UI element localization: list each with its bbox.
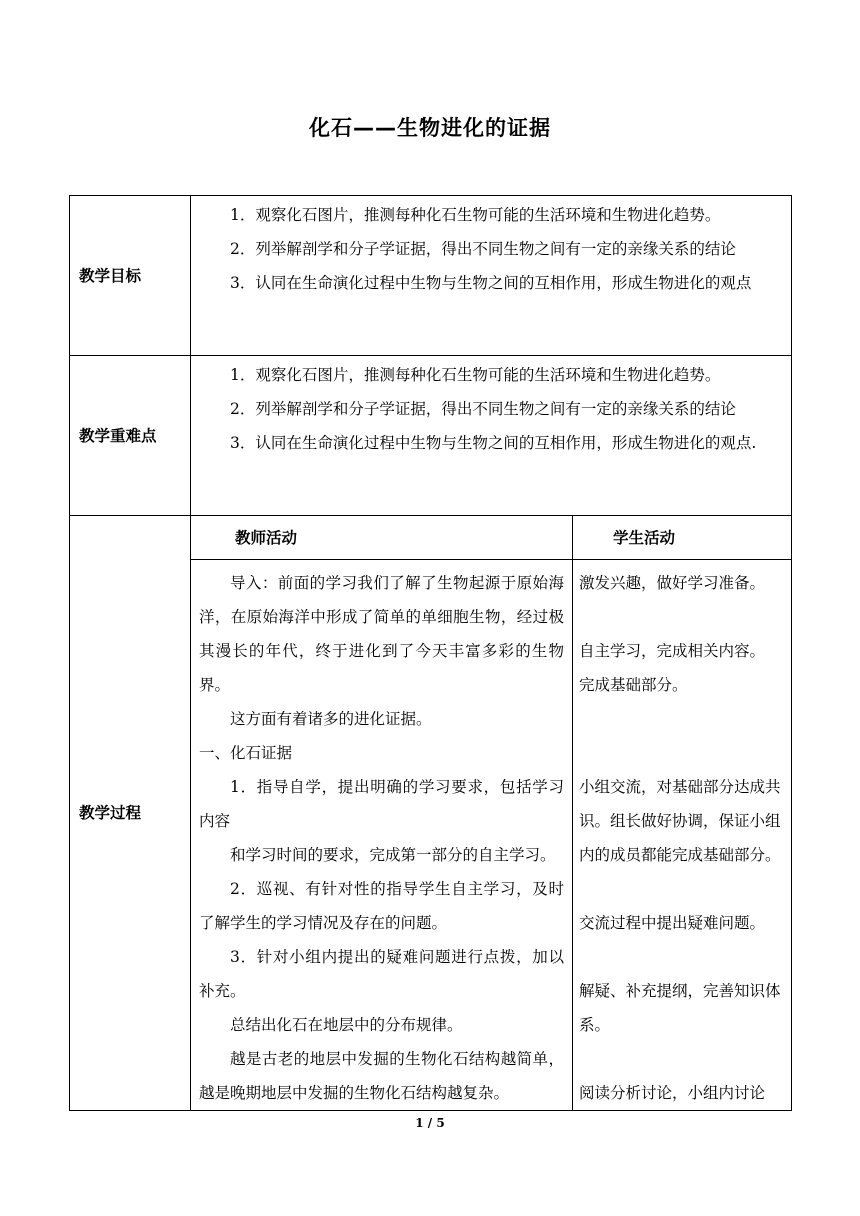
teacher-paragraph: 和学习时间的要求，完成第一部分的自主学习。 bbox=[230, 846, 556, 864]
objective-item: 3．认同在生命演化过程中生物与生物之间的互相作用，形成生物进化的观点 bbox=[230, 274, 752, 292]
key-point-item: 3．认同在生命演化过程中生物与生物之间的互相作用，形成生物进化的观点. bbox=[230, 434, 757, 452]
teacher-paragraph: 2．巡视、有针对性的指导学生自主学习，及时了解学生的学习情况及存在的问题。 bbox=[199, 880, 564, 932]
teacher-paragraph: 这方面有着诸多的进化证据。 bbox=[230, 710, 432, 728]
teacher-paragraph: 1．指导自学，提出明确的学习要求，包括学习内容 bbox=[199, 778, 564, 830]
key-points-label: 教学重难点 bbox=[70, 356, 191, 516]
spacer bbox=[579, 736, 785, 770]
spacer bbox=[579, 872, 785, 906]
teacher-paragraph: 总结出化石在地层中的分布规律。 bbox=[230, 1016, 463, 1034]
teacher-activity-cell bbox=[191, 560, 573, 1111]
process-header-row bbox=[70, 516, 792, 560]
key-points-content bbox=[191, 356, 792, 516]
student-paragraph: 激发兴趣，做好学习准备。 bbox=[579, 574, 766, 592]
process-label: 教学过程 bbox=[70, 516, 191, 1111]
spacer bbox=[579, 600, 785, 634]
key-points-row bbox=[70, 356, 792, 516]
objective-item: 2．列举解剖学和分子学证据，得出不同生物之间有一定的亲缘关系的结论 bbox=[230, 240, 736, 258]
lesson-plan-table bbox=[69, 195, 792, 1111]
objectives-content bbox=[191, 196, 792, 356]
student-paragraph: 交流过程中提出疑难问题。 bbox=[579, 914, 766, 932]
objectives-label: 教学目标 bbox=[70, 196, 191, 356]
student-paragraph: 自主学习，完成相关内容。 bbox=[579, 642, 766, 660]
teacher-paragraph: 3．针对小组内提出的疑难问题进行点拨，加以补充。 bbox=[199, 948, 564, 1000]
teacher-paragraph: 越是古老的地层中发掘的生物化石结构越简单，越是晚期地层中发掘的生物化石结构越复杂。 bbox=[199, 1050, 564, 1102]
objective-item: 1．观察化石图片，推测每种化石生物可能的生活环境和生物进化趋势。 bbox=[230, 206, 721, 224]
student-paragraph: 解疑、补充提纲，完善知识体系。 bbox=[579, 982, 781, 1034]
key-point-item: 1．观察化石图片，推测每种化石生物可能的生活环境和生物进化趋势。 bbox=[230, 366, 721, 384]
spacer bbox=[579, 940, 785, 974]
student-paragraph: 阅读分析讨论，小组内讨论 bbox=[579, 1084, 766, 1102]
spacer bbox=[579, 1042, 785, 1076]
page-title: 化石——生物进化的证据 bbox=[309, 116, 551, 140]
student-activity-cell bbox=[573, 560, 792, 1111]
teacher-paragraph: 导入：前面的学习我们了解了生物起源于原始海洋，在原始海洋中形成了简单的单细胞生物，经过极其漫长的年代，终于进化到了今天丰富多彩的生物界。 bbox=[199, 574, 564, 694]
spacer bbox=[579, 702, 785, 736]
student-activity-header: 学生活动 bbox=[573, 516, 792, 560]
key-point-item: 2．列举解剖学和分子学证据，得出不同生物之间有一定的亲缘关系的结论 bbox=[230, 400, 736, 418]
teacher-activity-header: 教师活动 bbox=[191, 516, 573, 560]
student-paragraph: 小组交流，对基础部分达成共识。组长做好协调，保证小组内的成员都能完成基础部分。 bbox=[579, 778, 781, 864]
page-number: 1 / 5 bbox=[415, 1116, 445, 1130]
student-paragraph: 完成基础部分。 bbox=[579, 676, 688, 694]
teacher-paragraph: 一、化石证据 bbox=[199, 744, 293, 762]
objectives-row bbox=[70, 196, 792, 356]
